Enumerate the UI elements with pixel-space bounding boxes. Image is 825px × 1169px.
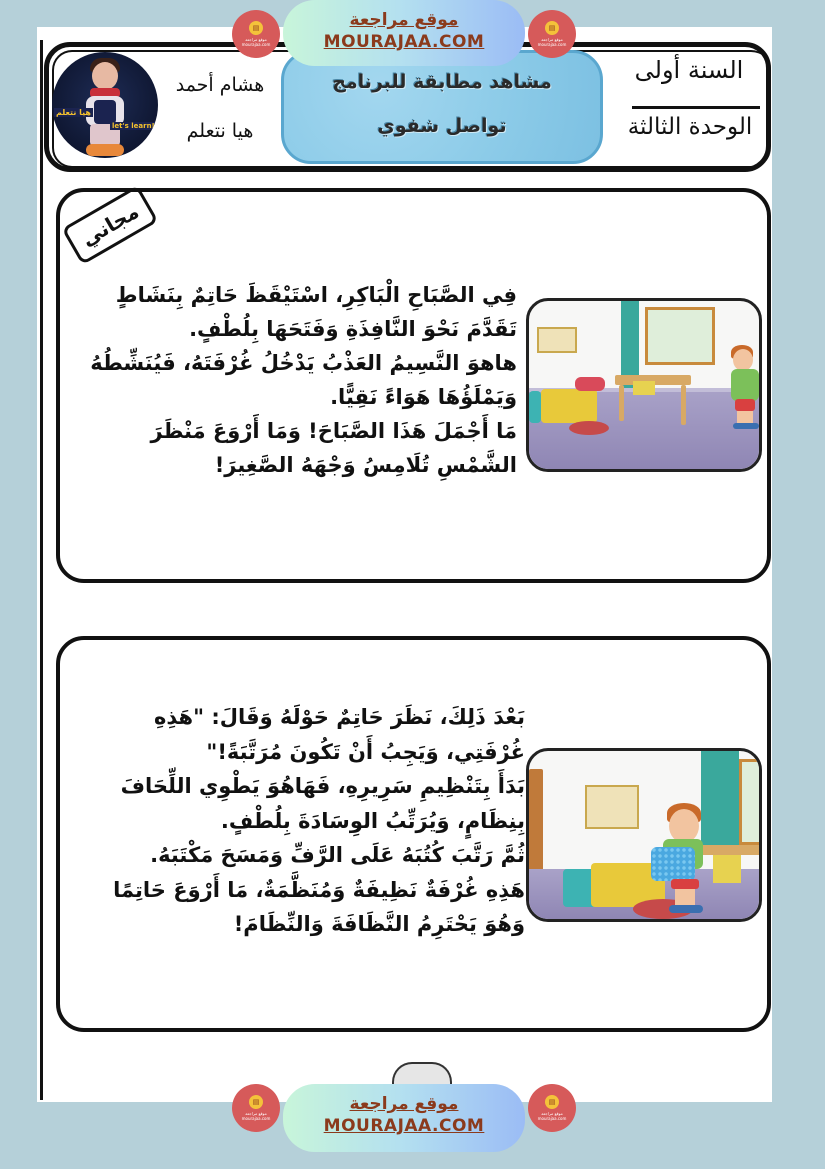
story-line: تَقَدَّمَ نَحْوَ النَّافِذَةِ وَفَتَحَهَا بِلُطْفٍ. <box>189 317 517 341</box>
badge-caption: موقع مراجعة mourajaa.com <box>537 1111 567 1121</box>
author-block <box>160 62 280 154</box>
grade-divider <box>632 106 760 109</box>
avatar-tag-english: let's learn! <box>112 122 155 130</box>
chair <box>633 381 655 395</box>
boy-shoes <box>669 905 703 913</box>
story-line: هَذِهِ غُرْفَةٌ نَظِيفَةٌ وَمُنَظَّمَةٌ، مَا أَرْوَعَ حَاتِمًا <box>113 877 525 902</box>
avatar-feet <box>86 144 124 156</box>
watermark-badge <box>232 1084 280 1132</box>
open-window <box>645 307 715 365</box>
story-line: فِي الصَّبَاحِ الْبَاكِرِ، اسْتَيْقَظَ حَاتِمٌ بِنَشَاطٍ <box>115 283 517 307</box>
watermark-badge <box>232 10 280 58</box>
watermark-banner-bottom[interactable] <box>283 1084 525 1152</box>
story-line: وَهُوَ يَحْتَرِمُ النَّظَافَةَ وَالنِّظَامَ! <box>233 912 525 936</box>
free-stamp: مجاني <box>61 185 158 265</box>
title-line-1: مشاهد مطابقة للبرنامج <box>332 71 552 93</box>
book-logo-icon: ▤ <box>545 1095 559 1109</box>
wall-picture <box>537 327 577 353</box>
watermark-badge <box>528 10 576 58</box>
book-logo-icon: ▤ <box>545 21 559 35</box>
pillow <box>575 377 605 391</box>
badge-caption: موقع مراجعة mourajaa.com <box>537 37 567 47</box>
rug <box>569 421 609 435</box>
story-line: بَدَأَ بِتَنْظِيمِ سَرِيرِهِ، فَهَاهُوَ يَطْوِي اللِّحَافَ <box>120 774 525 798</box>
story-line: بَعْدَ ذَلِكَ، نَظَرَ حَاتِمٌ حَوْلَهُ وَقَالَ: "هَذِهِ <box>154 705 525 729</box>
grade-label: السنة أولى <box>634 56 744 84</box>
page-left-border <box>40 40 43 1100</box>
story-line: وَيَمْلَؤُهَا هَوَاءً نَقِيًّا. <box>330 385 517 409</box>
boy-shorts <box>735 399 755 411</box>
desk-leg <box>619 385 624 421</box>
curtain <box>701 751 739 847</box>
boy-head <box>669 809 699 843</box>
window <box>739 759 762 845</box>
boy-head <box>733 349 753 371</box>
author-name: هشام أحمد <box>175 74 265 96</box>
boy-shorts <box>671 879 699 889</box>
book-logo-icon: ▤ <box>249 1095 263 1109</box>
watermark-banner-top[interactable] <box>283 0 525 66</box>
avatar-tag-arabic: هيا نتعلم <box>56 108 91 117</box>
story-line: مَا أَجْمَلَ هَذَا الصَّبَاحَ! وَمَا أَرْوَعَ مَنْظَرَ <box>150 419 517 443</box>
scene-image-1 <box>526 298 762 472</box>
desk <box>697 845 762 855</box>
book-logo-icon: ▤ <box>249 21 263 35</box>
watermark-arabic[interactable]: موقع مراجعة <box>349 10 459 30</box>
watermark-arabic[interactable]: موقع مراجعة <box>349 1094 459 1114</box>
author-avatar <box>52 52 158 158</box>
badge-caption: موقع مراجعة mourajaa.com <box>241 37 271 47</box>
story-line: ثُمَّ رَتَّبَ كُتُبَهُ عَلَى الرَّفِّ وَمَسَحَ مَكْتَبَهُ. <box>150 843 525 867</box>
avatar-vest <box>94 100 116 124</box>
badge-caption: موقع مراجعة mourajaa.com <box>241 1111 271 1121</box>
title-pill <box>281 50 603 164</box>
boy-shirt <box>731 369 759 401</box>
story-text-2 <box>95 700 525 942</box>
story-line: هاهوَ النَّسِيمُ العَذْبُ يَدْخُلُ غُرْفَتَهُ، فَيُنَشِّطُهُ <box>90 351 517 375</box>
watermark-badge <box>528 1084 576 1132</box>
chair <box>713 855 741 883</box>
title-line-2: تواصل شفوي <box>377 115 507 137</box>
desk-leg <box>681 385 686 425</box>
quilt <box>651 847 695 881</box>
avatar-head <box>92 62 118 90</box>
story-line: بِنِظَامٍ، وَيُرَتِّبُ الوِسَادَةَ بِلُطْفٍ. <box>220 808 525 833</box>
story-text-1 <box>90 278 517 482</box>
bed <box>541 389 597 423</box>
story-line: غُرْفَتِي، وَيَجِبُ أَنْ تَكُونَ مُرَتَّبَةً!" <box>206 739 525 764</box>
unit-label: الوحدة الثالثة <box>627 114 753 140</box>
boy-shoes <box>733 423 759 429</box>
watermark-link[interactable]: MOURAJAA.COM <box>323 1116 485 1136</box>
bed-headboard <box>529 391 541 423</box>
story-line: الشَّمْسِ تُلَامِسُ وَجْهَهُ الصَّغِيرَ! <box>214 453 517 477</box>
wall-picture <box>585 785 639 829</box>
scene-image-2 <box>526 748 762 922</box>
author-channel: هيا نتعلم <box>186 120 254 142</box>
watermark-link[interactable]: MOURAJAA.COM <box>323 32 485 52</box>
